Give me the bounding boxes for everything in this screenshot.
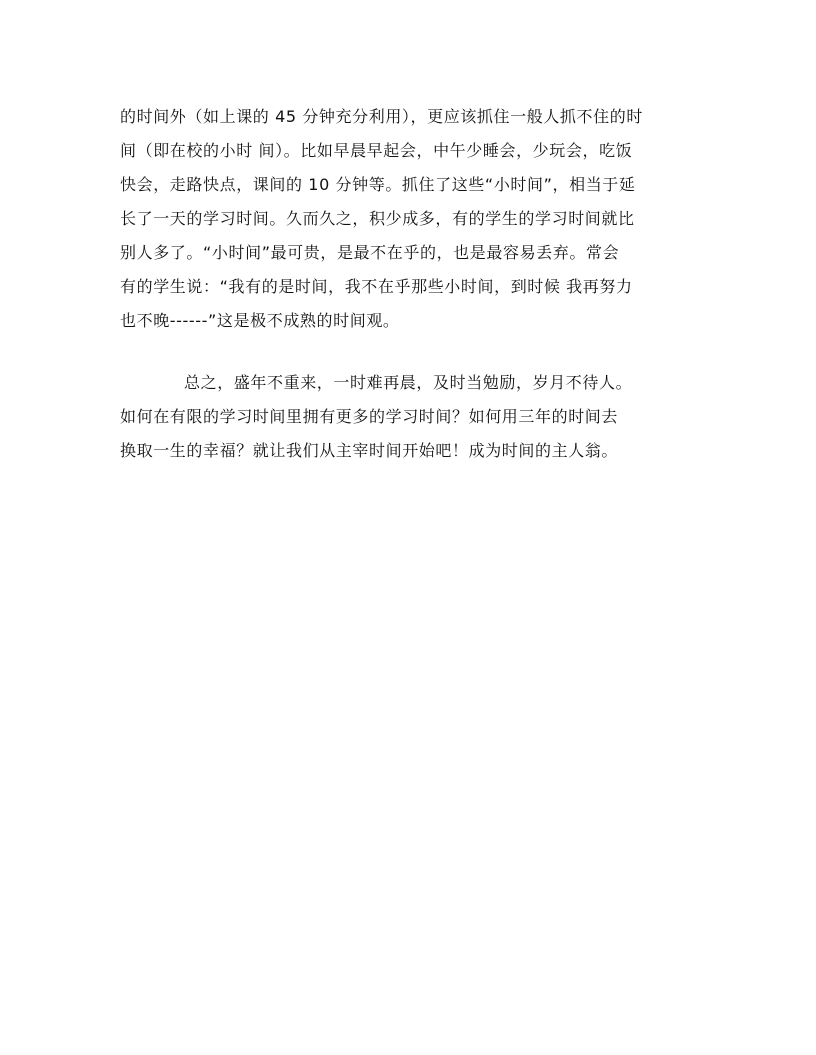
paragraph-line: 也不晚------”这是极不成熟的时间观。	[120, 311, 400, 330]
paragraph-line: 有的学生说：“我有的是时间，我不在乎那些小时间，到时候 我再努力	[120, 277, 633, 296]
paragraph-2	[120, 366, 710, 468]
paragraph-line: 如何在有限的学习时间里拥有更多的学习时间？如何用三年的时间去	[120, 407, 619, 426]
paragraph-line: 总之，盛年不重来，一时难再晨，及时当勉励，岁月不待人。	[184, 373, 633, 392]
paragraph-line: 的时间外（如上课的 45 分钟充分利用），更应该抓住一般人抓不住的时	[120, 107, 643, 126]
paragraph-line: 长了一天的学习时间。久而久之，积少成多，有的学生的学习时间就比	[120, 209, 635, 228]
paragraph-line: 间（即在校的小时 间）。比如早晨早起会，中午少睡会，少玩会，吃饭	[120, 141, 633, 160]
paragraph-line: 换取一生的幸福？就让我们从主宰时间开始吧！成为时间的主人翁。	[120, 441, 619, 460]
paragraph-line: 快会，走路快点，课间的 10 分钟等。抓住了这些“小时间”，相当于延	[120, 175, 636, 194]
paragraph-line: 别人多了。“小时间”最可贵，是最不在乎的，也是最容易丢弃。常会	[120, 243, 620, 262]
paragraph-1	[120, 100, 710, 338]
